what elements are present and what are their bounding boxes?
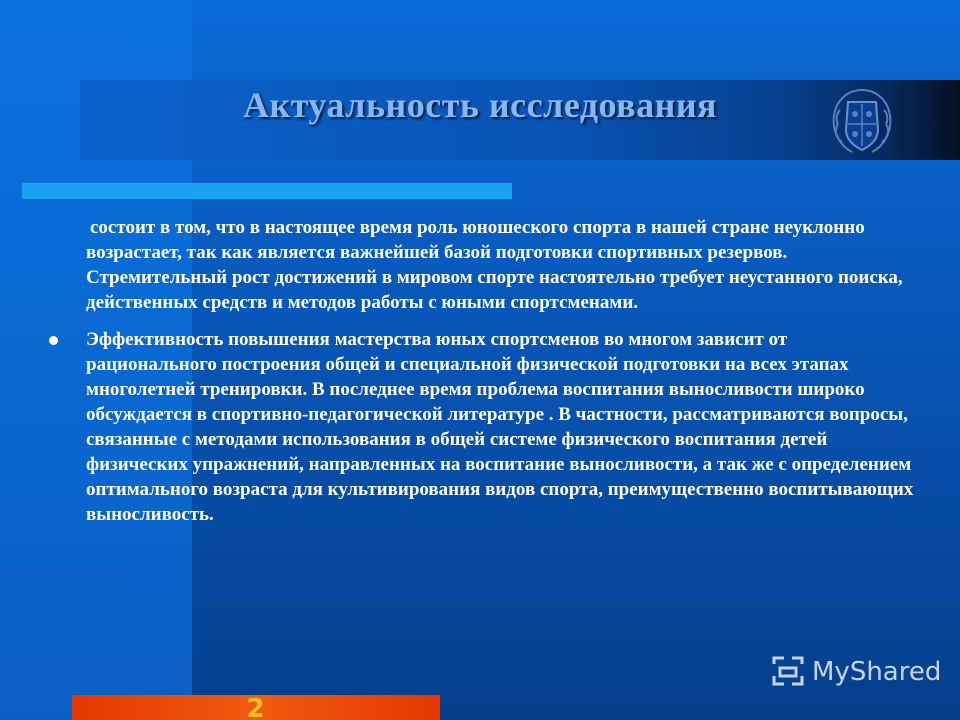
bullet-paragraph: Эффективность повышения мастерства юных спортсменов во многом зависит от рационального построения общей и специальной физической подготовки на всех этапах многолетней тренировки. В последнее время проблема воспитания выносливости широко обсуждается в спортивно-педагогической литературе . В частности, рассматриваются вопросы, связанные с методами использования в общей системе физического воспитания детей физических упражнений, направленных на воспитание выносливости, а так же с определением оптимального возраста для культивирования видов спорта, преимущественно воспитывающих выносливость. xyxy=(86,329,914,525)
myshared-logo-icon xyxy=(768,654,808,690)
bullet-icon xyxy=(49,336,58,345)
watermark-text: MyShared xyxy=(812,657,942,687)
watermark xyxy=(768,654,941,690)
bullet-item xyxy=(86,327,922,527)
slide-body xyxy=(86,215,922,527)
slide-number: 2 xyxy=(246,694,266,720)
university-emblem-icon xyxy=(826,86,898,158)
slide-number-bar xyxy=(72,695,440,720)
intro-paragraph: состоит в том, что в настоящее время роль юношеского спорта в нашей стране неуклонно возрастает, так как является важнейшей базой подготовки спортивных резервов. Стремительный рост достижений в мировом спорте настоятельно требует неустанного поиска, действенных средств и методов работы с юными спортсменами. xyxy=(86,217,903,313)
slide-title: Актуальность исследования xyxy=(242,85,718,125)
accent-bar xyxy=(22,183,512,199)
